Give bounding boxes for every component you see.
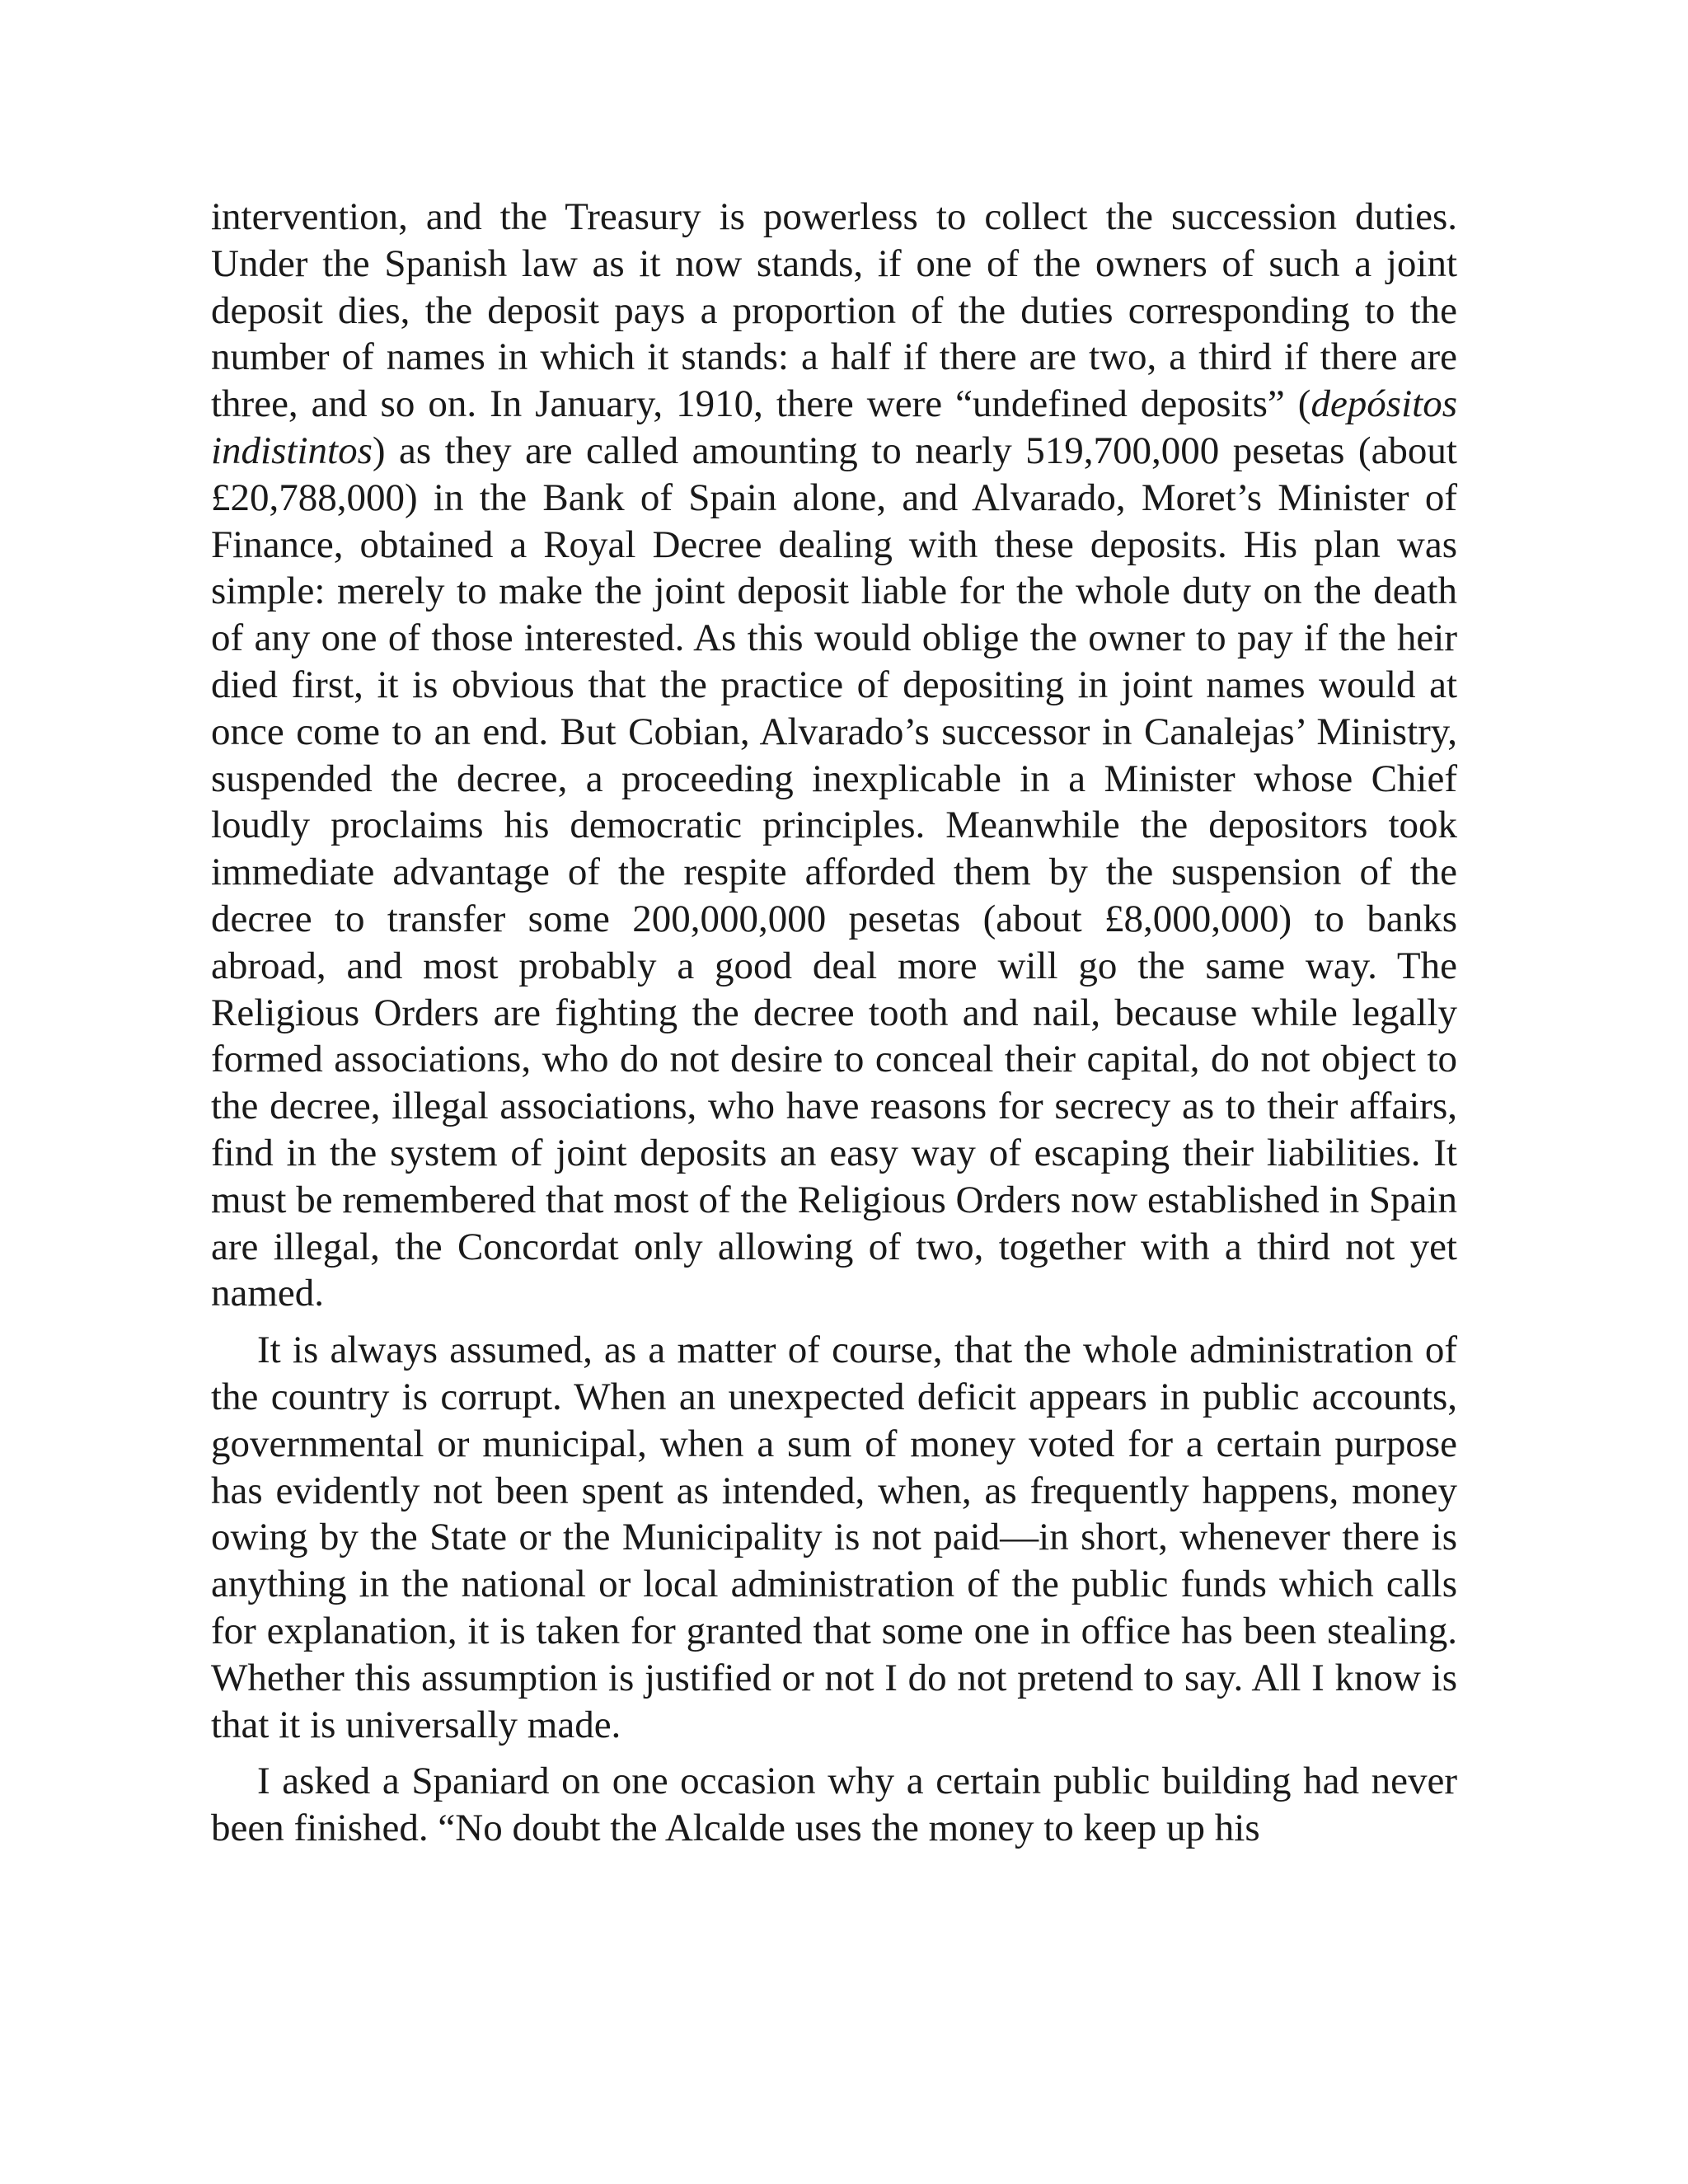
paragraph-1-italic-term: depósitos indistintos bbox=[211, 382, 1457, 472]
body-text bbox=[211, 194, 1457, 1852]
paragraph-1 bbox=[211, 194, 1457, 1317]
paragraph-3: I asked a Spaniard on one occasion why a certain public building had never been finished. “No doubt the Alcalde uses the money to keep up his bbox=[211, 1760, 1457, 1850]
paragraph-1-text-a: intervention, and the Treasury is powerless to collect the succession duties. Under the Spanish law as it now stands, if one of the owners of such a joint deposit dies, the deposit pays a proportion of the duties corresponding to the number of names in which it stands: a half if there are two, a third if there are three, and so on. In January, 1910, there were “undefined deposits” ( bbox=[211, 195, 1457, 426]
paragraph-2: It is always assumed, as a matter of course, that the whole administration of the country is corrupt. When an unexpected deficit appears in public accounts, governmental or municipal, when a sum of money voted for a certain purpose has evidently not been spent as intended, when, as frequently happens, money owing by the State or the Municipality is not paid—in short, whenever there is anything in the national or local administration of the public funds which calls for explanation, it is taken for granted that some one in office has been stealing. Whether this assumption is justified or not I do not pretend to say. All I know is that it is universally made. bbox=[211, 1329, 1457, 1746]
paragraph-1-text-b: ) as they are called amounting to nearly 519,700,000 pesetas (about £20,788,000) in the Bank of Spain alone, and Alvarado, Moret’s Minister of Finance, obtained a Royal Decree dealing with these deposits. His plan was simple: merely to make the joint deposit liable for the whole duty on the death of any one of those interested. As this would oblige the owner to pay if the heir died first, it is obvious that the practice of depositing in joint names would at once come to an end. But Cobian, Alvarado’s successor in Canalejas’ Ministry, suspended the decree, a proceeding inexplicable in a Minister whose Chief loudly proclaims his democratic principles. Meanwhile the depositors took immediate advantage of the respite afforded them by the suspension of the decree to transfer some 200,000,000 pesetas (about £8,000,000) to banks abroad, and most probably a good deal more will go the same way. The Religious Orders are fighting the decree tooth and nail, because while legally formed associations, who do not desire to conceal their capital, do not object to the decree, illegal associations, who have reasons for secrecy as to their affairs, find in the system of joint deposits an easy way of escaping their liabilities. It must be remembered that most of the Religious Orders now established in Spain are illegal, the Concordat only allowing of two, together with a third not yet named. bbox=[211, 429, 1457, 1315]
